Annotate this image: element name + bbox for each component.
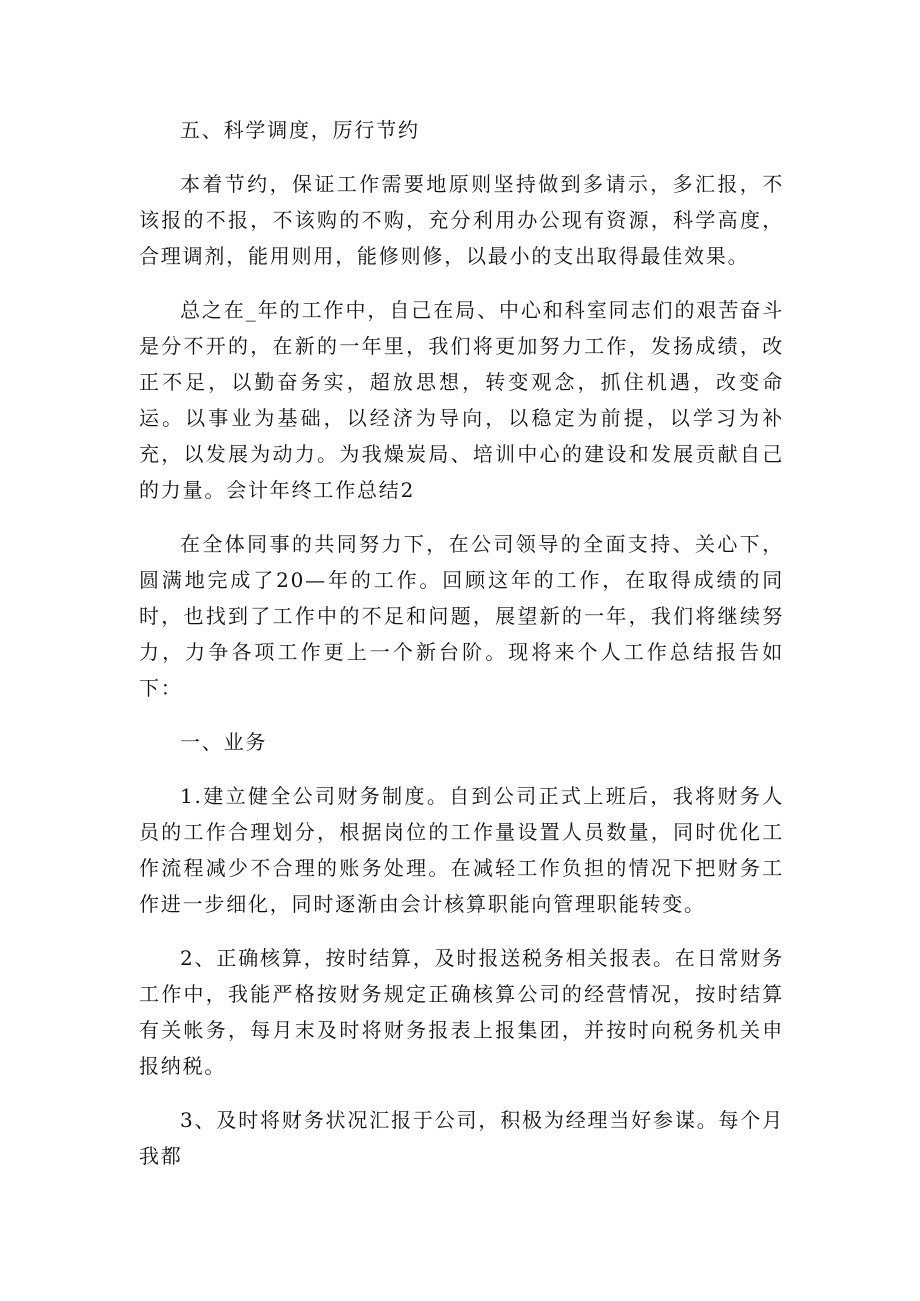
paragraph-item-2: 2、正确核算，按时结算，及时报送税务相关报表。在日常财务工作中，我能严格按财务规定正确核算公司的经营情况，按时结算有关帐务，每月末及时将财务报表上报集团，并按时向税务机关申报纳税。 [139, 946, 784, 1078]
section-heading-five: 五、科学调度，厉行节约 [180, 118, 420, 142]
paragraph-summary: 总之在_年的工作中，自己在局、中心和科室同志们的艰苦奋斗是分不开的，在新的一年里，我们将更加努力工作，发扬成绩，改正不足，以勤奋务实，超放思想，转变观念，抓住机遇，改变命运。以事业为基础，以经济为导向，以稳定为前提，以学习为补充，以发展为动力。为我燥炭局、培训中心的建设和发展贡献自己的力量。会计年终工作总结2 [139, 298, 784, 502]
paragraph-frugality: 本着节约，保证工作需要地原则坚持做到多请示，多汇报，不该报的不报，不该购的不购，充分利用办公现有资源，科学高度，合理调剂，能用则用，能修则修，以最小的支出取得最佳效果。 [139, 172, 784, 268]
paragraph-intro: 在全体同事的共同努力下，在公司领导的全面支持、关心下，圆满地完成了20—年的工作。回顾这年的工作，在取得成绩的同时，也找到了工作中的不足和问题，展望新的一年，我们将继续努力，力争各项工作更上一个新台阶。现将来个人工作总结报告如下： [139, 532, 784, 700]
document-body [139, 112, 784, 1192]
paragraph-item-3: 3、及时将财务状况汇报于公司，积极为经理当好参谋。每个月我都 [139, 1108, 784, 1168]
section-heading-business: 一、业务 [180, 730, 268, 754]
paragraph-item-1: 1.建立健全公司财务制度。自到公司正式上班后，我将财务人员的工作合理划分，根据岗位的工作量设置人员数量，同时优化工作流程减少不合理的账务处理。在减轻工作负担的情况下把财务工作进一步细化，同时逐渐由会计核算职能向管理职能转变。 [139, 784, 784, 916]
